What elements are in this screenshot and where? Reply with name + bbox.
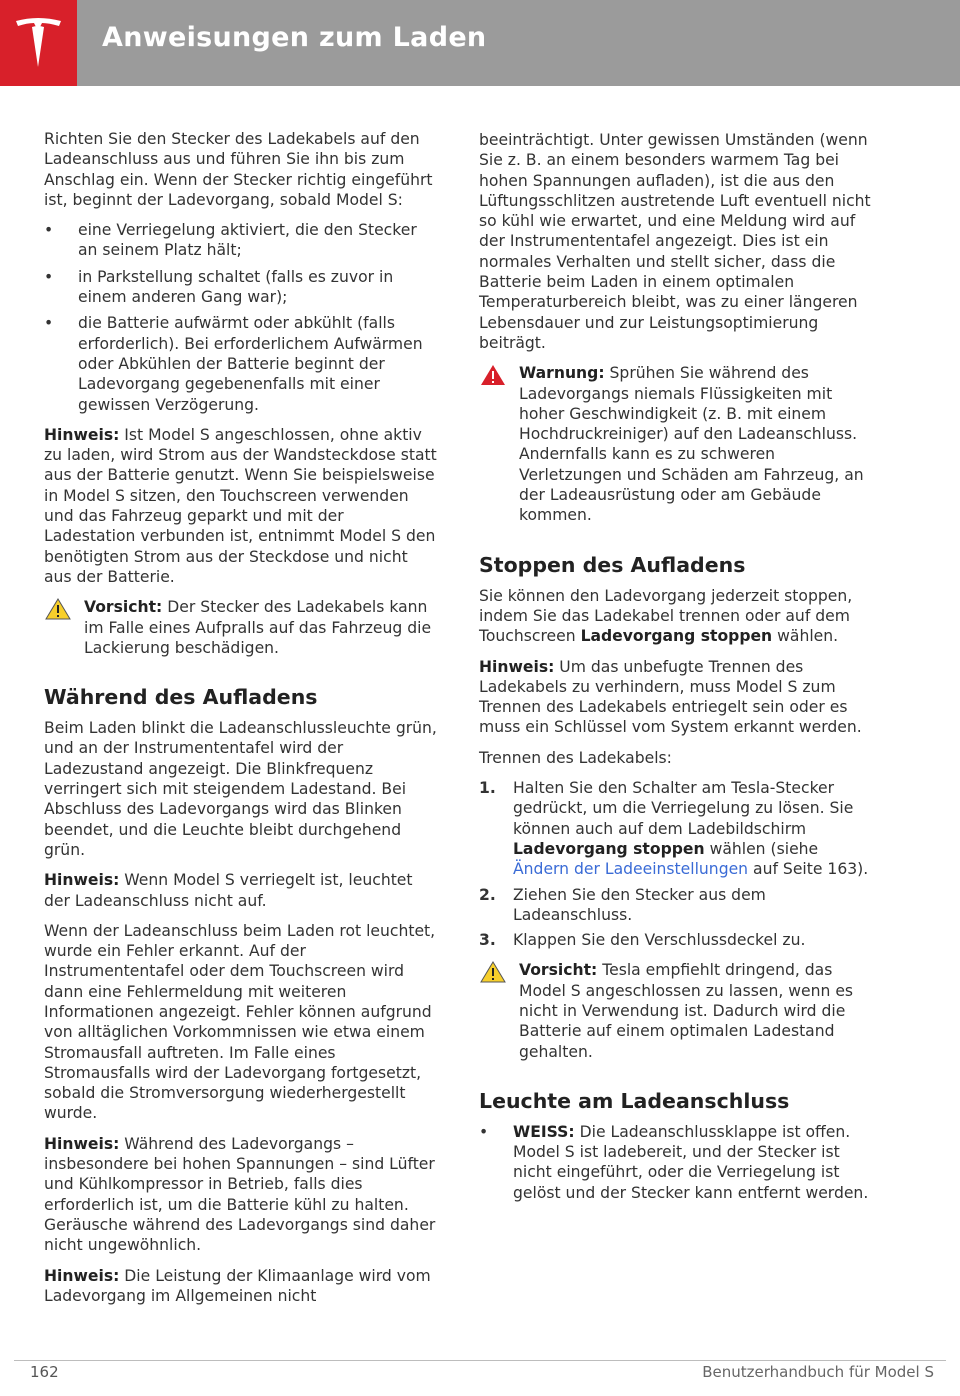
caution-icon <box>479 960 507 984</box>
warning-box <box>479 363 874 525</box>
warning-label: Warnung: <box>519 364 605 383</box>
list-item: • in Parkstellung schaltet (falls es zuvor in einem anderen Gang war); <box>44 267 439 308</box>
text: Ziehen Sie den Stecker aus dem Ladeanschluss. <box>513 885 766 924</box>
note-label: Hinweis: <box>44 1266 120 1285</box>
paragraph: Beim Laden blinkt die Ladeanschlussleuchte grün, und an der Instrumententafel wird der Ladezustand angezeigt. Die Blinkfrequenz verringert sich mit steigendem Ladestand. Bei Abschluss des Ladevorgangs wird das Blinken beendet, und die Leuchte bleibt durchgehend grün. <box>44 719 437 859</box>
page-number: 162 <box>30 1363 59 1381</box>
step-number: 3. <box>479 931 496 950</box>
note-text: Um das unbefugte Trennen des Ladekabels zu verhindern, muss Model S zum Trennen des Ladekabels entriegelt sein oder es muss ein Schlüssel vom System erkannt werden. <box>479 657 862 737</box>
text: Die Ladeanschlussklappe ist offen. Model S ist ladebereit, und der Stecker ist nicht eingeführt, oder die Verriegelung ist gelöst und der Stecker kann entfernt werden. <box>513 1122 869 1202</box>
text: Sie können den Ladevorgang jederzeit stoppen, indem Sie das Ladekabel trennen oder auf dem Touchscreen <box>479 586 853 646</box>
list-item: • die Batterie aufwärmt oder abkühlt (falls erforderlich). Bei erforderlichem Aufwärmen oder Abkühlen der Batterie beginnt der Ladevorgang gegebenenfalls mit einer gewissen Verzögerung. <box>44 313 439 414</box>
warning-text: Sprühen Sie während des Ladevorgangs niemals Flüssigkeiten mit hoher Geschwindigkeit (z. B. mit einem Hochdruckreiniger) auf den Ladeanschluss. Andernfalls kann es zu schweren Verletzungen und Schäden am Fahrzeug, an der Ladeausrüstung oder am Gebäude kommen. <box>519 364 864 525</box>
note-label: Hinweis: <box>479 657 555 676</box>
text: Klappen Sie den Verschlussdeckel zu. <box>513 931 806 950</box>
brand-logo <box>0 0 77 86</box>
left-column <box>44 129 439 1316</box>
caution-label: Vorsicht: <box>84 598 163 617</box>
footer-title: Benutzerhandbuch für Model S <box>702 1363 934 1381</box>
caution-text: Der Stecker des Ladekabels kann im Falle eines Aufpralls auf das Fahrzeug die Lackierung beschädigen. <box>84 598 432 657</box>
note-paragraph <box>44 425 439 587</box>
caution-box <box>479 960 874 1061</box>
steps-list <box>479 778 874 950</box>
caution-box <box>44 597 439 658</box>
light-list <box>479 1122 874 1203</box>
note-label: Hinweis: <box>44 871 120 890</box>
note-text: Ist Model S angeschlossen, ohne aktiv zu laden, wird Strom aus der Wandsteckdose statt aus der Batterie genutzt. Wenn Sie beispielsweise in Model S sitzen, den Touchscreen verwenden und das Fahrzeug geparkt und mit der Ladestation verbunden ist, entnimmt Model S den benötigten Strom aus der Steckdose und nicht aus der Batterie. <box>44 425 437 586</box>
caution-icon <box>44 597 72 621</box>
note-paragraph <box>479 657 874 738</box>
text: Halten Sie den Schalter am Tesla-Stecker gedrückt, um die Verriegelung zu lösen. Sie können auch auf dem Ladebildschirm <box>513 779 854 838</box>
paragraph <box>479 586 874 647</box>
note-paragraph <box>44 870 439 911</box>
right-column <box>479 130 874 1213</box>
section-heading: Stoppen des Aufladens <box>479 552 746 577</box>
list-item <box>479 885 874 926</box>
list-item <box>479 930 874 950</box>
step-number: 1. <box>479 779 496 798</box>
bold-term: Ladevorgang stoppen <box>513 839 705 858</box>
step-number: 2. <box>479 885 496 904</box>
footer-divider <box>14 1360 946 1361</box>
paragraph: Wenn der Ladeanschluss beim Laden rot leuchtet, wurde ein Fehler erkannt. Auf der Instrumententafel oder dem Touchscreen wird dann eine Fehlermeldung mit weiteren Informationen angezeigt. Fehler können aufgrund von alltäglichen Vorkommnissen wie etwa einem Stromausfall auftreten. Im Falle eines Stromausfalls wird der Ladevorgang fortgesetzt, sobald die Stromversorgung wiederhergestellt wurde. <box>44 921 436 1123</box>
text: wählen. <box>772 627 839 646</box>
list-item <box>479 1122 874 1203</box>
note-text: Die Leistung der Klimaanlage wird vom Ladevorgang im Allgemeinen nicht <box>44 1266 431 1305</box>
caution-label: Vorsicht: <box>519 961 598 980</box>
settings-link[interactable]: Ändern der Ladeeinstellungen <box>513 860 749 879</box>
list-item: • eine Verriegelung aktiviert, die den Stecker an seinem Platz hält; <box>44 220 439 261</box>
note-paragraph <box>44 1266 439 1307</box>
paragraph: beeinträchtigt. Unter gewissen Umständen (wenn Sie z. B. an einem besonders warmem Tag bei hohen Spannungen aufladen), ist die aus den Lüftungsschlitzen austretende Luft eventuell nicht so kühl wie erwartet, und eine Meldung wird auf der Instrumententafel angezeigt. Dies ist ein normales Verhalten und stellt sicher, dass die Batterie beim Laden in einem optimalen Temperaturbereich bleibt, was zu einer längeren Lebensdauer und zur Leistungsoptimierung beiträgt. <box>479 131 871 352</box>
page-title: Anweisungen zum Laden <box>102 22 487 53</box>
page-header <box>0 0 960 86</box>
caution-text: Tesla empfiehlt dringend, das Model S angeschlossen zu lassen, wenn es nicht in Verwendung ist. Dadurch wird die Batterie auf einem optimalen Ladestand gehalten. <box>519 961 854 1061</box>
bold-term: Ladevorgang stoppen <box>580 627 773 646</box>
intro-paragraph: Richten Sie den Stecker des Ladekabels auf den Ladeanschluss aus und führen Sie ihn bis zum Anschlag ein. Wenn der Stecker richtig eingeführt ist, beginnt der Ladevorgang, sobald Model S: <box>44 130 433 209</box>
section-heading: Während des Aufladens <box>44 685 318 710</box>
note-text: Während des Ladevorgangs – insbesondere bei hohen Spannungen – sind Lüfter und Kühlkompressor in Betrieb, falls dies erforderlich ist, um die Batterie kühl zu halten. Geräusche während des Ladevorgangs sind daher nicht ungewöhnlich. <box>44 1134 436 1255</box>
note-label: Hinweis: <box>44 1134 120 1153</box>
paragraph: Trennen des Ladekabels: <box>479 748 672 767</box>
condition-list <box>44 220 439 415</box>
note-label: Hinweis: <box>44 425 120 444</box>
bold-term: WEISS: <box>513 1122 575 1141</box>
tesla-logo-icon <box>14 17 63 69</box>
section-heading: Leuchte am Ladeanschluss <box>479 1088 790 1113</box>
warning-icon <box>479 363 507 387</box>
text: wählen (siehe <box>704 839 819 858</box>
note-paragraph <box>44 1134 439 1256</box>
list-item <box>479 778 874 879</box>
text: auf Seite 163). <box>748 860 869 879</box>
note-text: Wenn Model S verriegelt ist, leuchtet der Ladeanschluss nicht auf. <box>44 871 413 910</box>
